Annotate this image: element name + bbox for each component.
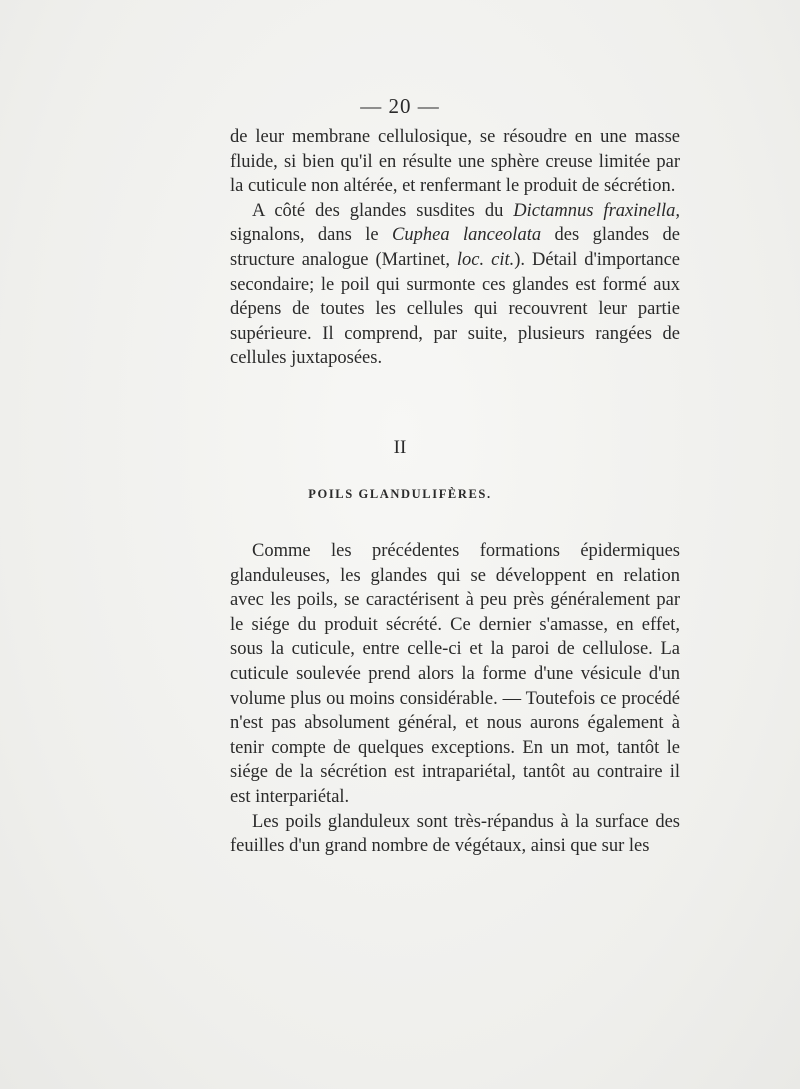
paragraph-poils-glanduleux: Les poils glanduleux sont très-répandus à la surface des feuilles d'un grand nombre de végétaux, ainsi que sur les [230, 811, 680, 857]
paragraph-poils-intro: Comme les précédentes formations épidermiques glanduleuses, les glandes qui se développent en relation avec les poils, se caractérisent à peu près généralement par le siége du produit sécrété. Ce dernier s'amasse, en effet, sous la cuticule, entre celle-ci et la paroi de cellulose. La cuticule soulevée prend alors la forme d'une vésicule d'un volume plus ou moins considérable. — Toutefois ce procédé n'est pas absolument général, et nous aurons également à tenir compte de quelques exceptions. En un mot, tantôt le siége de la sécrétion est intrapariétal, tantôt au contraire il est interpariétal. [230, 541, 680, 807]
species-name-cuphea: Cuphea lanceolata [392, 225, 542, 246]
page-number: — 20 — [360, 94, 440, 118]
section-title: POILS GLANDULIFÈRES. [308, 487, 492, 501]
paragraph-dictamnus [230, 199, 680, 371]
paragraph-continuation: de leur membrane cellulosique, se résoudre en une masse fluide, si bien qu'il en résulte une sphère creuse limitée par la cuticule non altérée, et renfermant le produit de sécrétion. [230, 127, 680, 197]
paragraph-text: signalons, dans le [230, 225, 393, 246]
section-number: II [393, 437, 407, 458]
paragraph-text: ). Détail d'importance secondaire; le poil qui surmonte ces glandes est formé aux dépens de toutes les cellules qui recouvrent leur partie supérieure. Il comprend, par suite, plusieurs rangées de cellules juxtaposées. [230, 249, 680, 369]
paragraph-text: des glandes de structure analogue (Martinet, [230, 225, 680, 270]
citation-loc-cit: loc. cit. [456, 249, 515, 270]
paragraph-text: A côté des glandes susdites du [252, 200, 514, 221]
text-block-top [230, 125, 680, 371]
species-name-dictamnus: Dictamnus fraxinella, [513, 200, 680, 221]
text-block-bottom [230, 539, 680, 859]
